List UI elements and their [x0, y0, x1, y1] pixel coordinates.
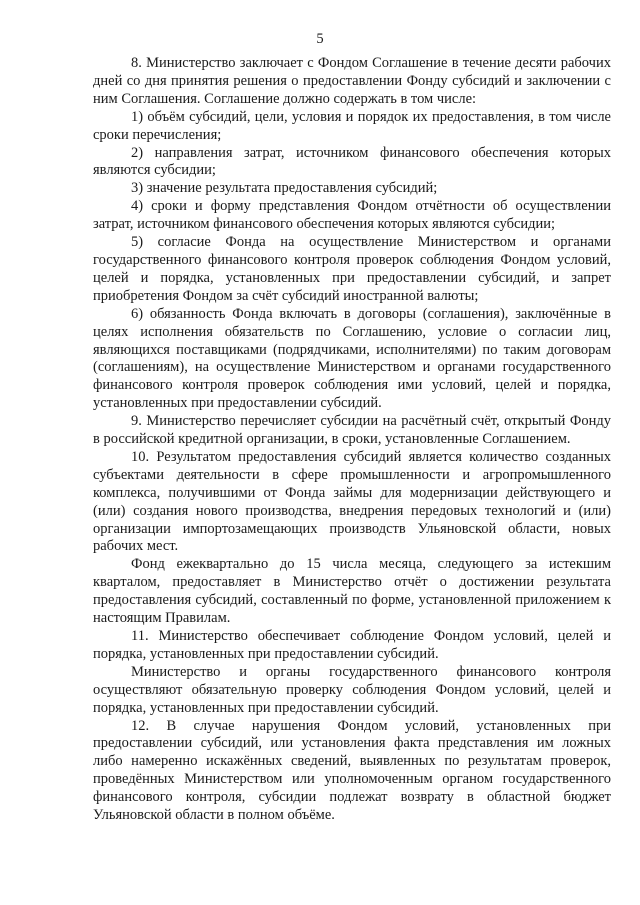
paragraph-8: 8. Министерство заключает с Фондом Соглашение в течение десяти рабочих дней со дня принятия решения о предоставлении Фонду субсидий и заключении с ним Соглашения. Соглашение должно содержать в том числе:	[93, 55, 611, 107]
paragraph-10: 10. Результатом предоставления субсидий является количество созданных субъектами деятельности в сфере промышленности и агропромышленного комплекса, получившими от Фонда займы для модернизации действующего и (или) создания нового производства, внедрения передовых технологий и (или) организации импортозамещающих производств Ульяновской области, новых рабочих мест.	[93, 448, 611, 555]
list-item-6: 6) обязанность Фонда включать в договоры (соглашения), заключённые в целях исполнения обязательств по Соглашению, условие о согласии лиц, являющихся поставщиками (подрядчиками, исполнителями) по таким договорам (соглашениям), на осуществление Министерством и органами государственного финансового контроля проверок соблюдения ими условий, целей и порядка, установленных при предоставлении субсидий.	[93, 305, 611, 412]
list-item-5: 5) согласие Фонда на осуществление Министерством и органами государственного финансового контроля проверок соблюдения Фондом условий, целей и порядка, установленных при предоставлении субсидий, и запрет приобретения Фондом за счёт субсидий иностранной валюты;	[93, 234, 611, 304]
paragraph-control: Министерство и органы государственного финансового контроля осуществляют обязательную проверку соблюдения Фондом условий, целей и порядка, установленных при предоставлении субсидий.	[93, 663, 611, 716]
list-item-3: 3) значение результата предоставления субсидий;	[131, 180, 438, 197]
paragraph-12: 12. В случае нарушения Фондом условий, установленных при предоставлении субсидий, или установления факта представления им ложных либо намеренно искажённых сведений, выявленных по результатам проверок, проведённых Министерством или уполномоченным органом государственного финансового контроля, субсидии подлежат возврату в областной бюджет Ульяновской области в полном объёме.	[93, 717, 611, 824]
list-item-2: 2) направления затрат, источником финансового обеспечения которых являются субсидии;	[93, 144, 611, 179]
paragraph-9: 9. Министерство перечисляет субсидии на расчётный счёт, открытый Фонду в российской кредитной организации, в сроки, установленные Соглашением.	[93, 413, 611, 448]
paragraph-11: 11. Министерство обеспечивает соблюдение Фондом условий, целей и порядка, установленных при предоставлении субсидий.	[93, 628, 611, 662]
list-item-4: 4) сроки и форму представления Фондом отчётности об осуществлении затрат, источником финансового обеспечения которых являются субсидии;	[93, 198, 611, 233]
document-body	[93, 55, 611, 825]
paragraph-report: Фонд ежеквартально до 15 числа месяца, следующего за истекшим кварталом, предоставляет в Министерство отчёт о достижении результата предоставления субсидий, составленный по форме, установленной приложением к настоящим Правилам.	[93, 556, 611, 627]
page-number: 5	[316, 31, 324, 47]
list-item-1: 1) объём субсидий, цели, условия и порядок их предоставления, в том числе сроки перечисления;	[93, 108, 611, 143]
